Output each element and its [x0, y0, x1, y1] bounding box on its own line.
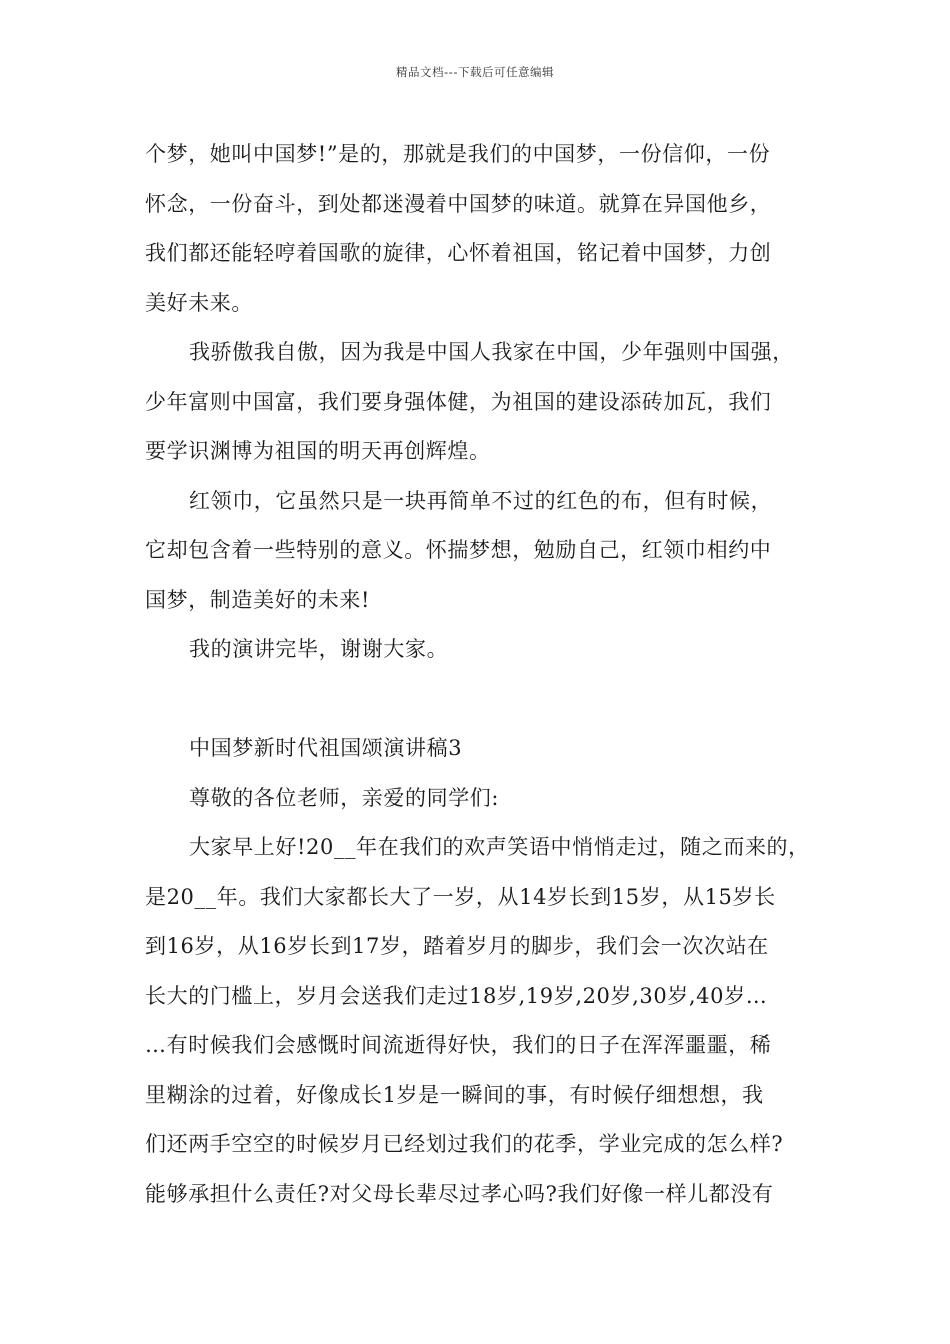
paragraph-line: 我的演讲完毕，谢谢大家。	[189, 637, 449, 661]
document-body	[145, 130, 810, 1219]
paragraph-line: 大家早上好!20__年在我们的欢声笑语中悄悄走过，随之而来的，	[189, 835, 810, 859]
paragraph-line: 要学识渊博为祖国的明天再创辉煌。	[145, 439, 491, 463]
paragraph-line: 长大的门槛上，岁月会送我们走过18岁,19岁,20岁,30岁,40岁…	[145, 983, 768, 1008]
paragraph-line: 我骄傲我自傲，因为我是中国人我家在中国，少年强则中国强，	[189, 340, 794, 364]
page-header: 精品文档---下载后可任意编辑	[396, 65, 554, 79]
salutation: 尊敬的各位老师，亲爱的同学们:	[189, 785, 500, 810]
paragraph-line: 美好未来。	[145, 290, 253, 315]
section-gap	[145, 675, 810, 725]
paragraph-line: 能够承担什么责任?对父母长辈尽过孝心吗?我们好像一样儿都没有	[145, 1181, 774, 1206]
paragraph-line: 个梦，她叫中国梦!”是的，那就是我们的中国梦，一份信仰，一份	[145, 142, 771, 166]
paragraph-line: 们还两手空空的时候岁月已经划过我们的花季，学业完成的怎么样?	[145, 1132, 784, 1156]
paragraph-line: 国梦，制造美好的未来!	[145, 587, 371, 612]
paragraph-line: 少年富则中国富，我们要身强体健，为祖国的建设添砖加瓦，我们	[145, 389, 772, 414]
paragraph-line: 到16岁，从16岁长到17岁，踏着岁月的脚步，我们会一次次站在	[145, 934, 769, 958]
paragraph-line: 它却包含着一些特别的意义。怀揣梦想，勉励自己，红领巾相约中	[145, 538, 772, 562]
paragraph-line: 里糊涂的过着，好像成长1岁是一瞬间的事，有时候仔细想想，我	[145, 1082, 764, 1107]
paragraph-line: 红领巾，它虽然只是一块再简单不过的红色的布，但有时候，	[189, 488, 773, 513]
paragraph-line: …有时候我们会感慨时间流逝得好快，我们的日子在浑浑噩噩，稀	[145, 1033, 772, 1057]
paragraph-line: 是20__年。我们大家都长大了一岁，从14岁长到15岁，从15岁长	[145, 884, 776, 909]
paragraph-line: 我们都还能轻哼着国歌的旋律，心怀着祖国，铭记着中国梦，力创	[145, 241, 772, 265]
section-title: 中国梦新时代祖国颂演讲稿3	[189, 736, 463, 760]
paragraph-line: 怀念，一份奋斗，到处都迷漫着中国梦的味道。就算在异国他乡，	[145, 191, 772, 216]
